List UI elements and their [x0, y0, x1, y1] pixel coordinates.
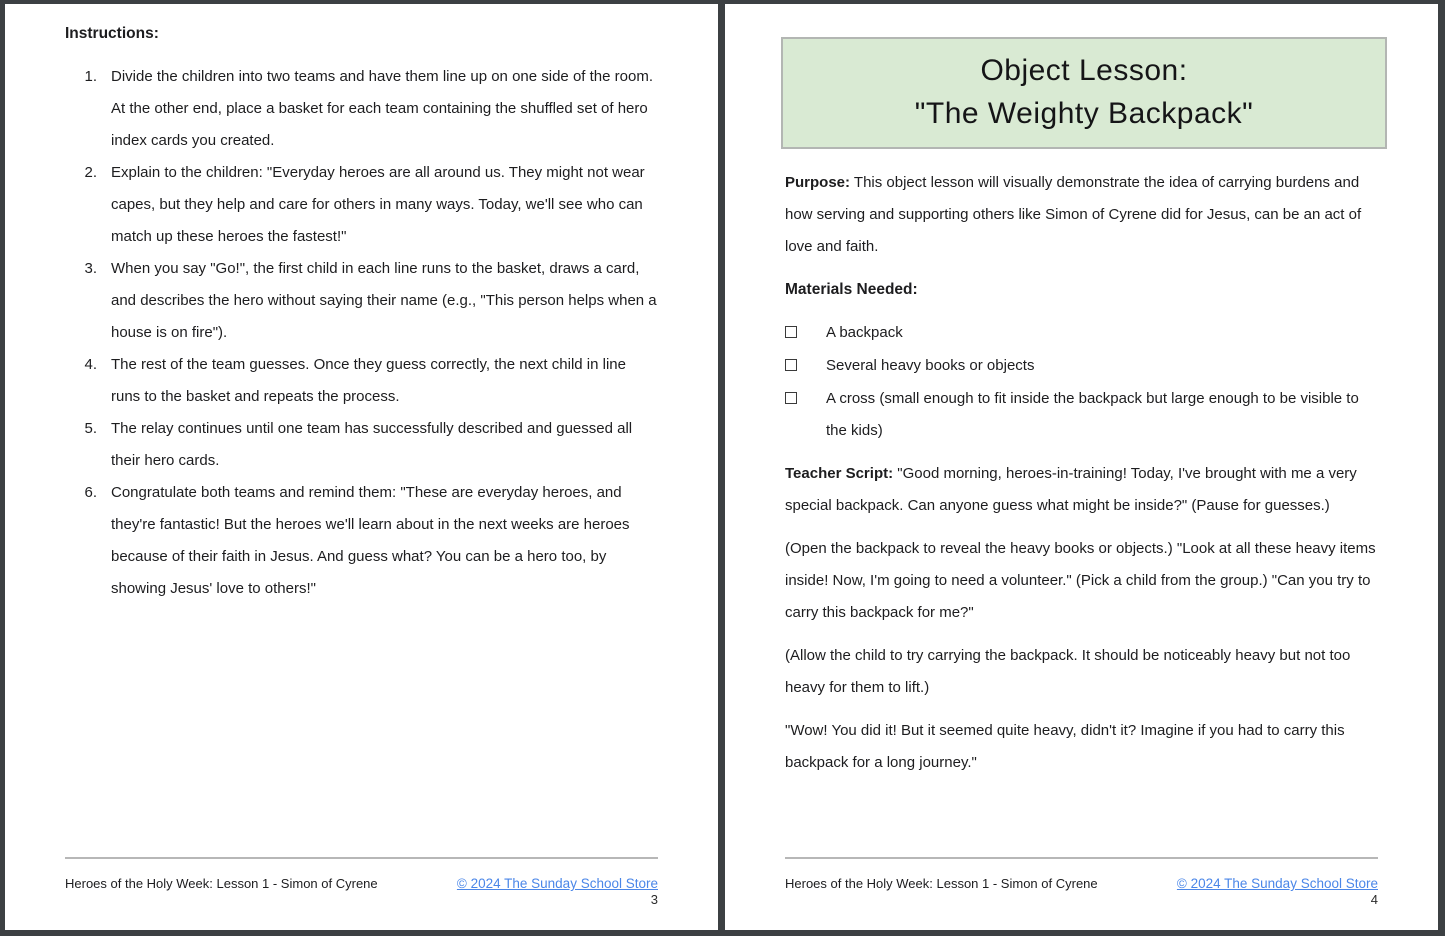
material-item [785, 317, 1379, 350]
instruction-item [65, 413, 659, 477]
instruction-text: When you say "Go!", the first child in each line runs to the basket, draws a card, and describes the hero without saying their name (e.g., "This person helps when a house is on fire"). [111, 260, 657, 341]
copyright-link[interactable]: © 2024 The Sunday School Store [1176, 876, 1378, 891]
instruction-text: The rest of the team guesses. Once they guess correctly, the next child in line runs to the basket and repeats the process. [111, 356, 626, 405]
material-item [785, 383, 1379, 447]
instruction-item [65, 349, 659, 413]
script-paragraph: "Wow! You did it! But it seemed quite heavy, didn't it? Imagine if you had to carry this backpack for a long journey." [785, 722, 1345, 771]
page-4-footer [785, 857, 1378, 907]
materials-heading: Materials Needed: [785, 281, 918, 298]
page-number: 4 [1370, 892, 1378, 907]
object-lesson-title-box [781, 37, 1387, 149]
purpose-paragraph [785, 167, 1379, 263]
page-3 [5, 4, 718, 930]
footer-divider [785, 857, 1378, 859]
object-lesson-title-line1: Object Lesson: [980, 54, 1188, 87]
material-text: A cross (small enough to fit inside the backpack but large enough to be visible to the kids) [826, 390, 1359, 439]
checkbox-icon [785, 359, 797, 371]
instruction-number: 6. [84, 484, 97, 501]
instruction-item [65, 253, 659, 349]
object-lesson-title-line2: "The Weighty Backpack" [914, 97, 1254, 130]
instruction-number: 4. [84, 356, 97, 373]
instruction-item [65, 157, 659, 253]
purpose-text: This object lesson will visually demonstrate the idea of carrying burdens and how serving and supporting others like Simon of Cyrene did for Jesus, can be an act of love and faith. [785, 174, 1362, 255]
script-paragraphs [785, 533, 1379, 779]
material-text: Several heavy books or objects [826, 357, 1035, 374]
footer-lesson-title: Heroes of the Holy Week: Lesson 1 - Simon of Cyrene [65, 876, 378, 891]
teacher-script-label: Teacher Script: [785, 465, 894, 482]
material-item [785, 350, 1379, 383]
footer-lesson-title: Heroes of the Holy Week: Lesson 1 - Simon of Cyrene [785, 876, 1098, 891]
instruction-number: 3. [84, 260, 97, 277]
instruction-number: 5. [84, 420, 97, 437]
checkbox-icon [785, 392, 797, 404]
instruction-number: 2. [84, 164, 97, 181]
teacher-script-text: "Good morning, heroes-in-training! Today, I've brought with me a very special backpack. Can anyone guess what might be inside?" (Pause for guesses.) [785, 465, 1357, 514]
instruction-text: Divide the children into two teams and have them line up on one side of the room. At the other end, place a basket for each team containing the shuffled set of hero index cards you created. [111, 68, 653, 149]
instructions-list [65, 61, 659, 605]
materials-checklist [785, 317, 1379, 447]
instruction-item [65, 477, 659, 605]
purpose-label: Purpose: [785, 174, 851, 191]
instruction-text: The relay continues until one team has successfully described and guessed all their hero cards. [111, 420, 633, 469]
instruction-item [65, 61, 659, 157]
instructions-heading: Instructions: [65, 25, 159, 42]
copyright-link[interactable]: © 2024 The Sunday School Store [456, 876, 658, 891]
footer-divider [65, 857, 658, 859]
page-3-content [5, 4, 718, 605]
script-paragraph: (Open the backpack to reveal the heavy books or objects.) "Look at all these heavy items inside! Now, I'm going to need a volunteer." (Pick a child from the group.) "Can you try to carry this backpack for me?" [785, 540, 1376, 621]
teacher-script-paragraph [785, 458, 1379, 522]
instruction-text: Congratulate both teams and remind them: "These are everyday heroes, and they're fantastic! But the heroes we'll learn about in the next weeks are heroes because of their faith in Jesus. And guess what? You can be a hero too, by showing Jesus' love to others!" [111, 484, 630, 597]
checkbox-icon [785, 326, 797, 338]
script-paragraph: (Allow the child to try carrying the backpack. It should be noticeably heavy but not too heavy for them to lift.) [785, 647, 1351, 696]
material-text: A backpack [826, 324, 903, 341]
instruction-text: Explain to the children: "Everyday heroes are all around us. They might not wear capes, but they help and care for others in many ways. Today, we'll see who can match up these heroes the fastest!" [111, 164, 645, 245]
page-3-footer [65, 857, 658, 907]
instruction-number: 1. [84, 68, 97, 85]
page-4-content [725, 4, 1438, 779]
page-number: 3 [650, 892, 658, 907]
page-4 [725, 4, 1438, 930]
